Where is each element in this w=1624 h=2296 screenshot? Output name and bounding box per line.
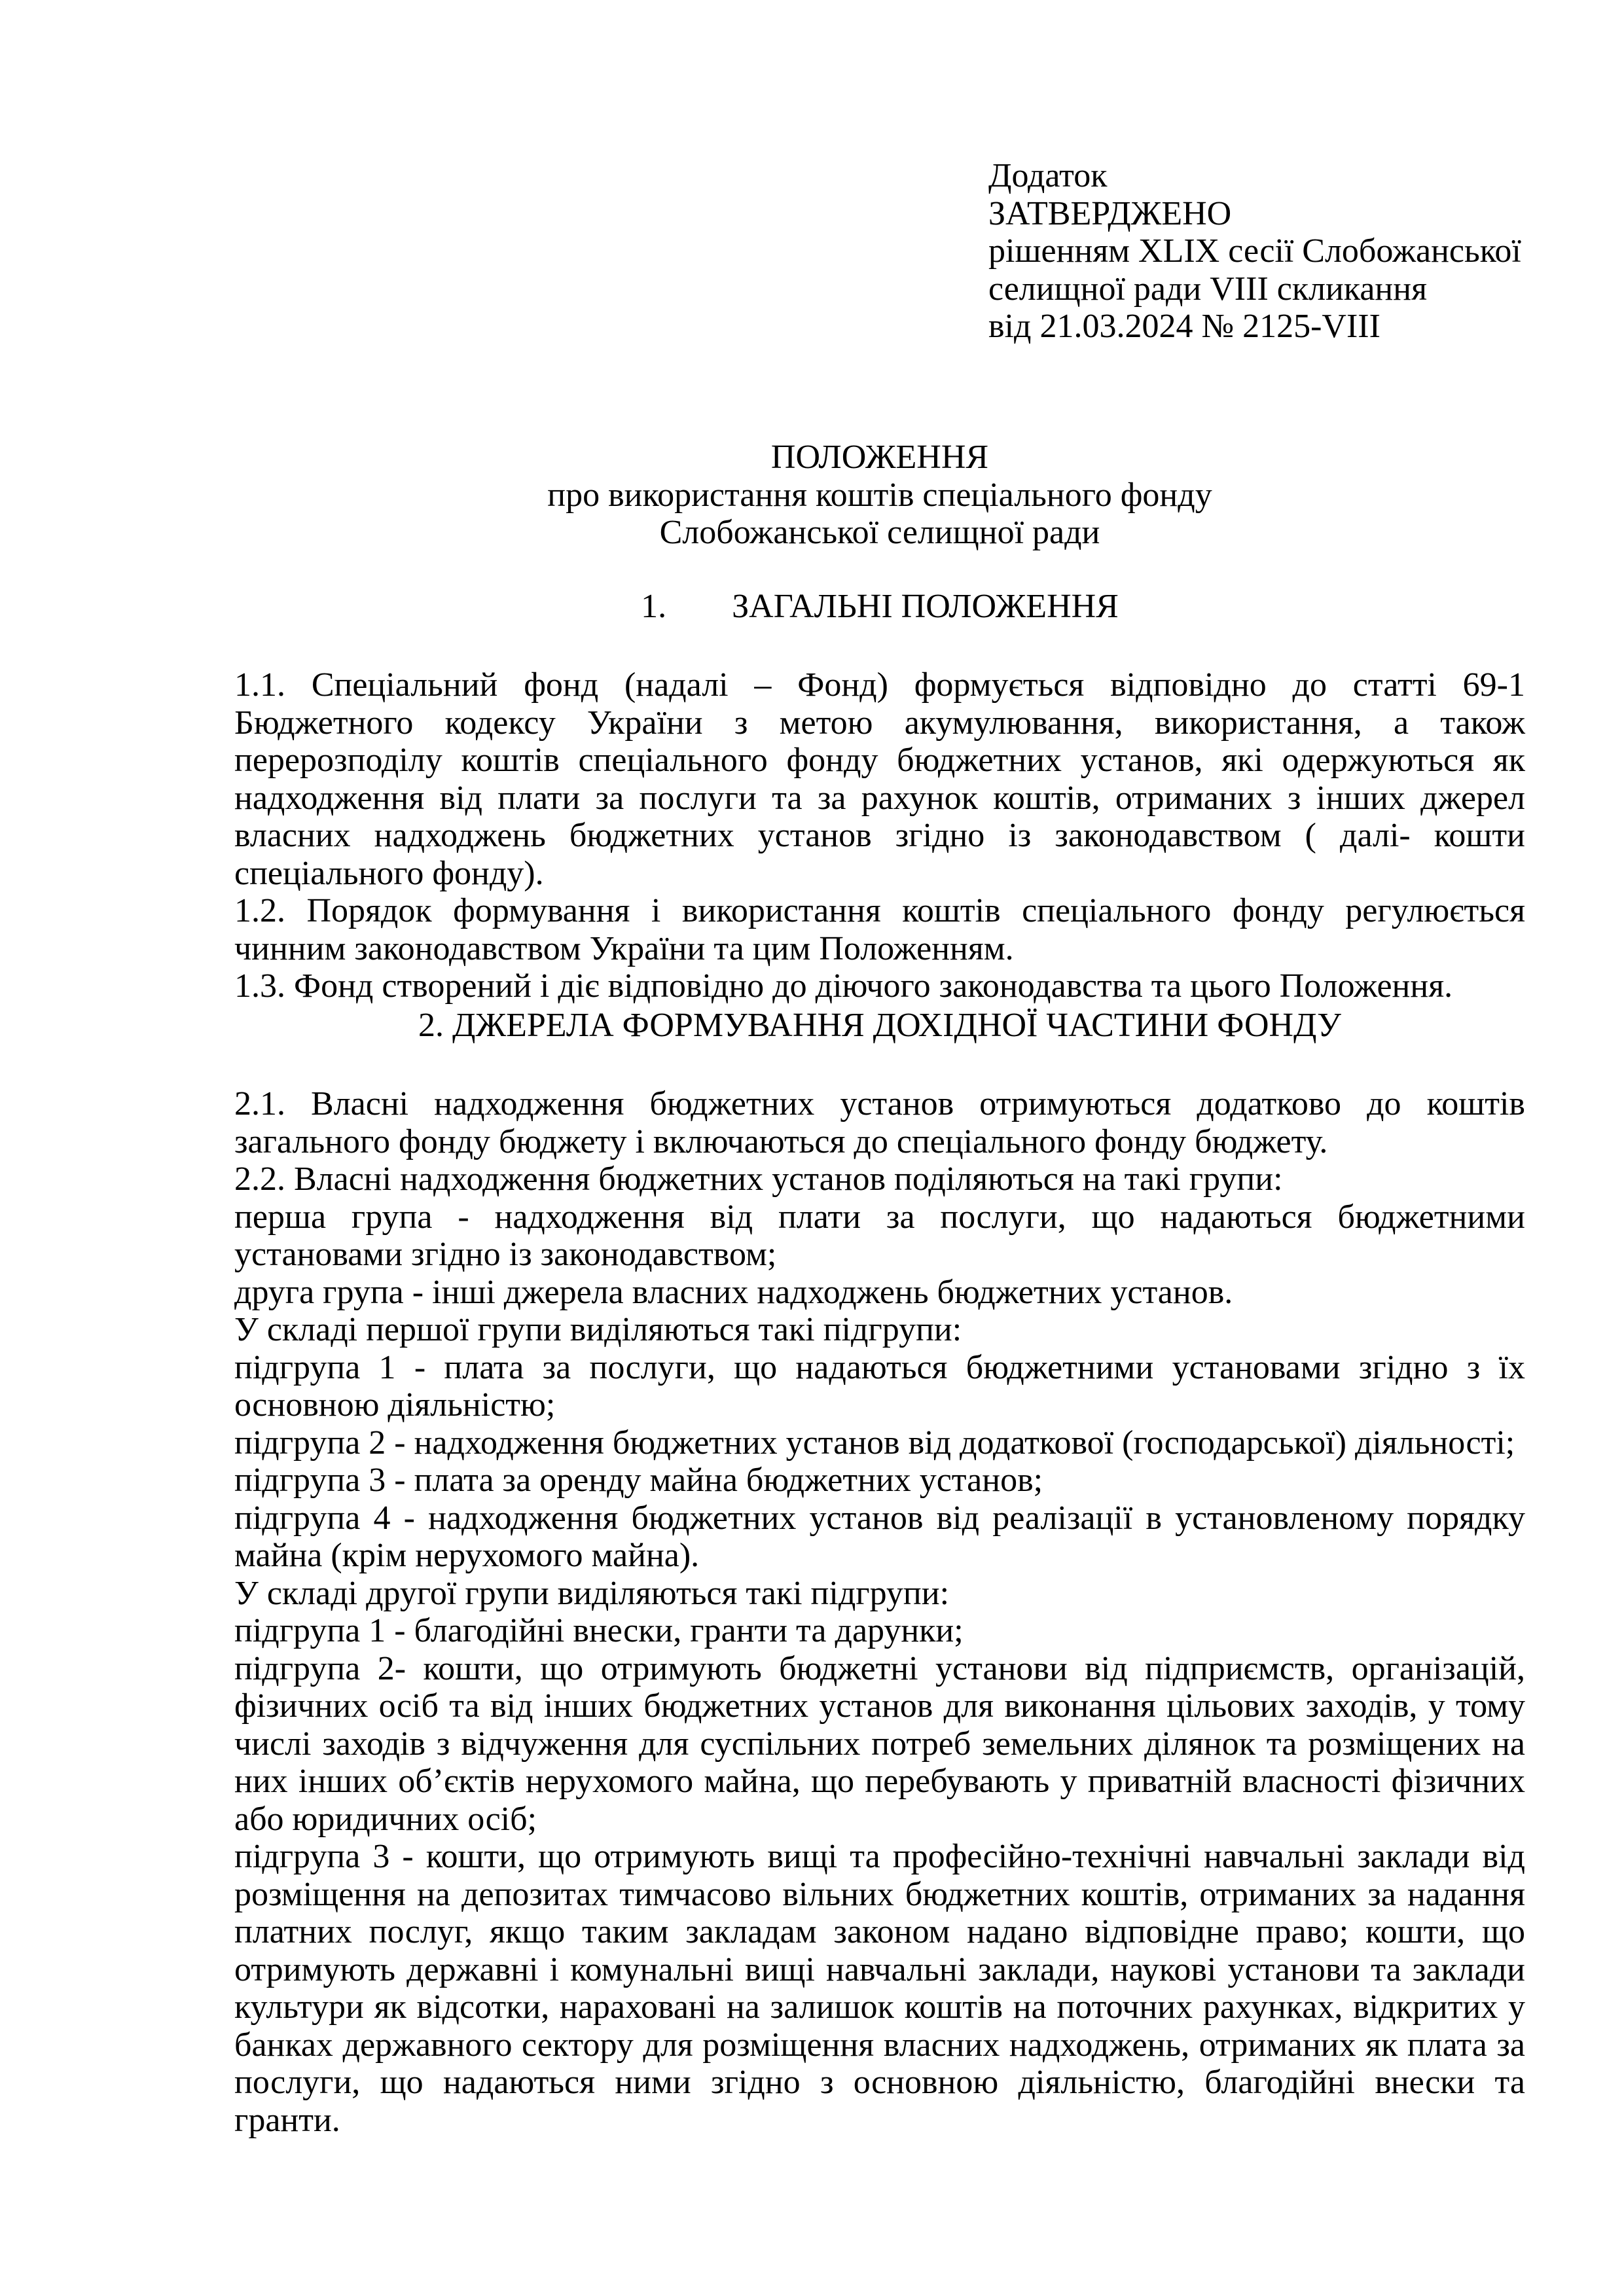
group-2-subgroup-1: підгрупа 1 - благодійні внески, гранти та дарунки; (234, 1612, 964, 1649)
approval-line-council: селищної ради VIII скликання (988, 270, 1428, 308)
group-2-subgroup-3: підгрупа 3 - кошти, що отримують вищі та професійно-технічні навчальні заклади від розміщення на депозитах тимчасово вільних бюджетних коштів, отриманих за надання платних послуг, якщо таким закладам законом надано відповідне право; кошти, що отримують державні і комунальні вищі навчальні заклади, наукові установи та заклади культури як відсотки, нараховані на залишок коштів на поточних рахунках, відкритих у банках державного сектору для розміщення власних надходжень, отриманих як плата за послуги, що надаються ними згідно з основною діяльністю, благодійні внески та гранти. (234, 1838, 1525, 2139)
group-1-subgroups-intro: У складі першої групи виділяються такі підгрупи: (234, 1311, 962, 1348)
document-title: ПОЛОЖЕННЯ (770, 439, 989, 476)
paragraph-1-1: 1.1. Спеціальний фонд (надалі – Фонд) формується відповідно до статті 69-1 Бюджетного кодексу України з метою акумулювання, використання, а також перерозподілу коштів спеціального фонду бюджетних установ, які одержуються як надходження від плати за послуги та за рахунок коштів, отриманих з інших джерел власних надходжень бюджетних установ згідно із законодавством ( далі- кошти спеціального фонду). (234, 666, 1525, 892)
document-title-block (234, 439, 1525, 552)
paragraph-1-2: 1.2. Порядок формування і використання коштів спеціального фонду регулюється чинним законодавством України та цим Положенням. (234, 892, 1525, 967)
group-1-subgroup-2: підгрупа 2 - надходження бюджетних установ від додаткової (господарської) діяльності; (234, 1424, 1515, 1462)
section-2-body (234, 1085, 1525, 2139)
group-2-subgroup-2: підгрупа 2- кошти, що отримують бюджетні установи від підприємств, організацій, фізичних осіб та від інших бюджетних установ для виконання цільових заходів, у тому числі заходів з відчуження для суспільних потреб земельних ділянок та розміщених на них інших об’єктів нерухомого майна, що перебувають у приватній власності фізичних або юридичних осіб; (234, 1649, 1525, 1838)
approval-line-date-number: від 21.03.2024 № 2125-VIII (988, 308, 1380, 345)
paragraph-2-1: 2.1. Власні надходження бюджетних установ отримуються додатково до коштів загального фонду бюджету і включаються до спеціального фонду бюджету. (234, 1085, 1525, 1160)
group-1-subgroup-1: підгрупа 1 - плата за послуги, що надаються бюджетними установами згідно з їх основною діяльністю; (234, 1348, 1525, 1424)
group-1-subgroup-4: підгрупа 4 - надходження бюджетних установ від реалізації в установленому порядку майна (крім нерухомого майна). (234, 1499, 1525, 1574)
section-1-title: ЗАГАЛЬНІ ПОЛОЖЕННЯ (732, 588, 1119, 625)
group-1-definition: перша група - надходження від плати за послуги, що надаються бюджетними установами згідно із законодавством; (234, 1198, 1525, 1273)
paragraph-1-3: 1.3. Фонд створений і діє відповідно до діючого законодавства та цього Положення. (234, 967, 1453, 1005)
document-subtitle-2: Слобожанської селищної ради (659, 514, 1100, 551)
section-1-heading (234, 588, 1525, 626)
approval-line-appendix: Додаток (988, 157, 1108, 194)
approval-stamp (988, 157, 1521, 346)
approval-line-approved: ЗАТВЕРДЖЕНО (988, 194, 1232, 232)
approval-line-decision: рішенням XLIX сесії Слобожанської (988, 232, 1521, 270)
group-1-subgroup-3: підгрупа 3 - плата за оренду майна бюджетних установ; (234, 1462, 1043, 1499)
paragraph-2-2: 2.2. Власні надходження бюджетних установ поділяються на такі групи: (234, 1160, 1283, 1198)
group-2-definition: друга група - інші джерела власних надходжень бюджетних установ. (234, 1273, 1233, 1311)
section-1-number: 1. (641, 588, 667, 625)
section-1-body (234, 666, 1525, 1005)
section-2-heading: 2. ДЖЕРЕЛА ФОРМУВАННЯ ДОХІДНОЇ ЧАСТИНИ ФОНДУ (418, 1007, 1341, 1044)
document-subtitle-1: про використання коштів спеціального фонду (547, 476, 1212, 514)
group-2-subgroups-intro: У складі другої групи виділяються такі підгрупи: (234, 1574, 950, 1612)
